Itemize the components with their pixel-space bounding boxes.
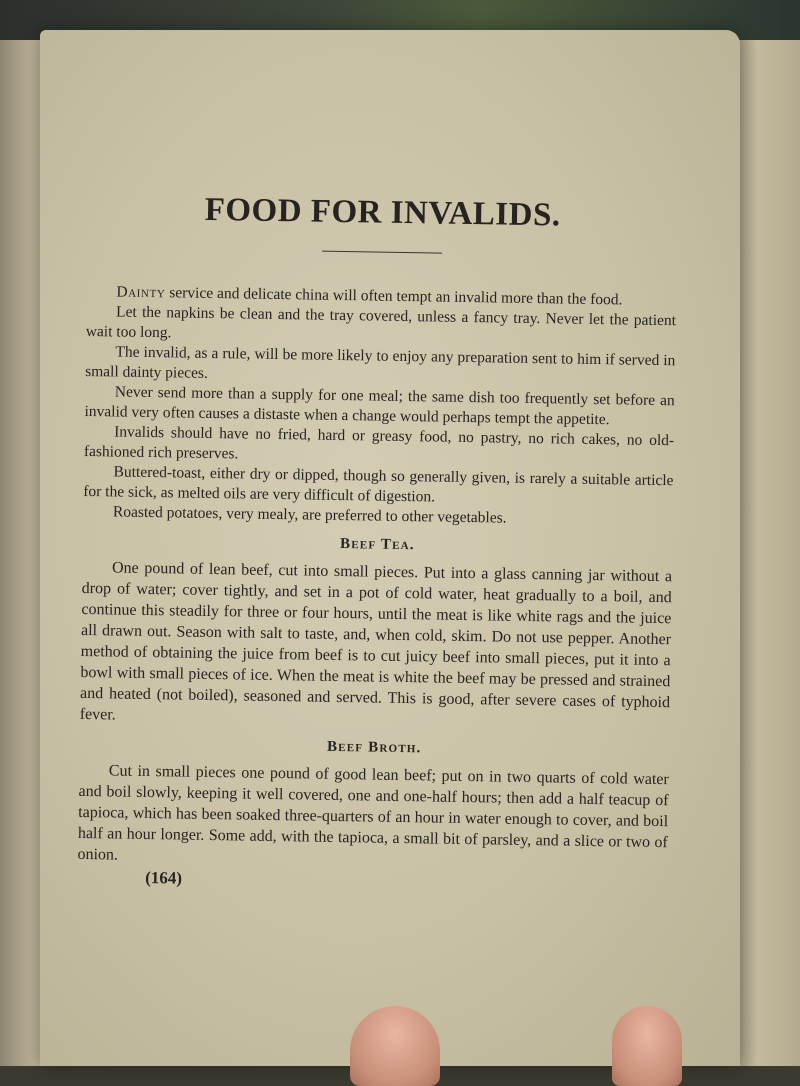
page-number: (164) <box>145 867 183 888</box>
section-heading-beef-broth: Beef Broth. <box>326 738 422 757</box>
intro-paragraph: Dainty service and delicate china will often tempt an invalid more than the food. <box>116 283 623 309</box>
recipe-beef-broth: Cut in small pieces one pound of good lean beef; put on in two quarts of cold water and boil slowly, keeping it well covered, one and one-half hours; then add a half teacup of tapioca, which has been soaked three-quarters of an hour in water enough to cover, and boil half an hour longer. Some add, with the tapioca, a small bit of parsley, and a slice or two of onion. <box>77 762 669 864</box>
thumb-right <box>612 1006 682 1086</box>
page-content <box>77 190 678 896</box>
intro-section <box>83 282 677 531</box>
section-heading-beef-tea: Beef Tea. <box>339 536 415 554</box>
intro-paragraph: Buttered-toast, either dry or dipped, though so generally given, is rarely a suitable article for the sick, as melted oils are very difficult of digestion. <box>83 463 674 506</box>
intro-lead-word: Dainty <box>116 283 166 302</box>
page-title: FOOD FOR INVALIDS. <box>204 191 561 234</box>
intro-paragraph: Roasted potatoes, very mealy, are preferred to other vegetables. <box>112 503 507 527</box>
recipe-beef-tea: One pound of lean beef, cut into small pieces. Put into a glass canning jar without a drop of water; cover tightly, and set in a pot of cold water, heat gradually to a boil, and continue this steadily for three or four hours, until the meat is like white rags and the juice all drawn out. Season with salt to taste, and, when cold, skim. Do not use pepper. Another method of obtaining the juice from beef is to cut juicy beef into small pieces, put it into a bowl with small pieces of ice. When the meat is white the beef may be pressed and strained and heated (not boiled), seasoned and served. This is good, after severe cases of typhoid fever. <box>79 559 673 724</box>
thumb-left <box>350 1006 440 1086</box>
intro-paragraph: Invalids should have no fried, hard or greasy food, no pastry, no rich cakes, no old-fashioned rich preserves. <box>83 423 675 463</box>
intro-paragraph: The invalid, as a rule, will be more likely to enjoy any preparation sent to him if served in small dainty pieces. <box>85 343 676 382</box>
intro-paragraph: Never send more than a supply for one meal; the same dish too frequently set before an invalid very often causes a distaste when a change would perhaps tempt the appetite. <box>84 383 675 429</box>
title-rule <box>322 251 442 254</box>
intro-paragraph: Let the napkins be clean and the tray covered, unless a fancy tray. Never let the patient wait too long. <box>85 303 677 342</box>
